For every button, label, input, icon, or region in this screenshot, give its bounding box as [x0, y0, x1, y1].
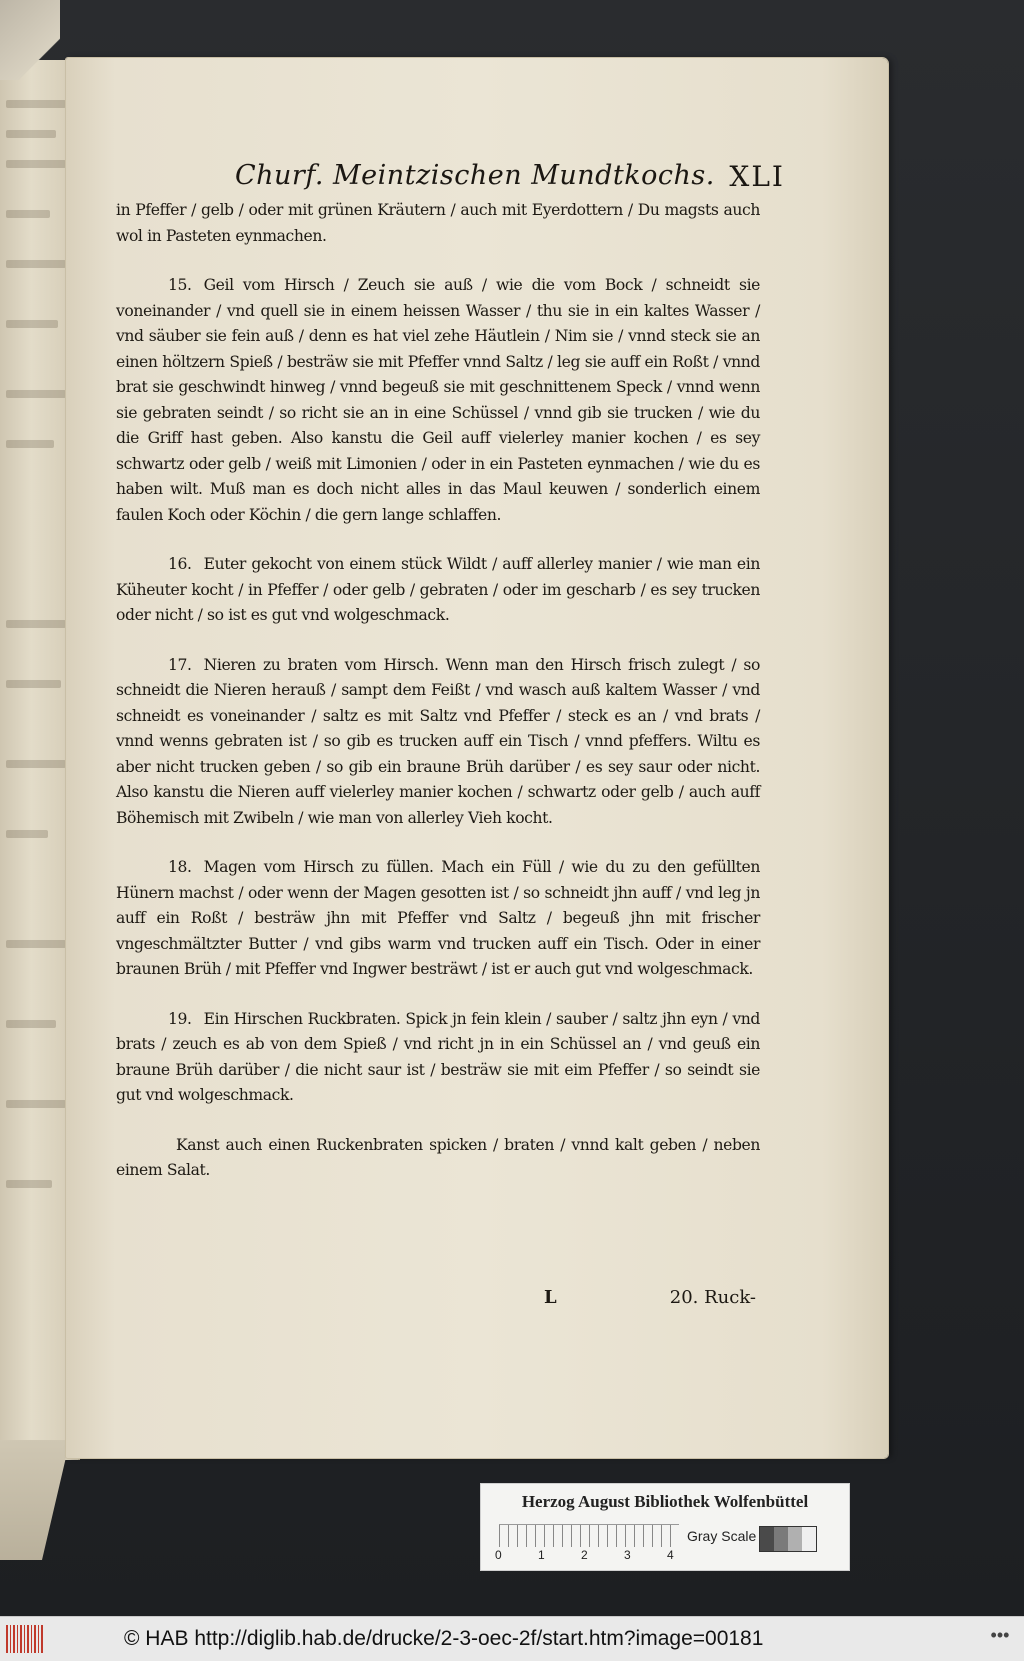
ruler-ticks [495, 1548, 695, 1564]
ruler-tick: 3 [624, 1548, 631, 1562]
ruler-tick: 2 [581, 1548, 588, 1562]
gray-scale-swatch [759, 1526, 817, 1552]
recipe-paragraph: 16. Euter gekocht von einem stück Wildt / auff allerley manier / wie man ein Küheuter kocht / in Pfeffer / oder gelb / gebraten / oder im gescharb / es sey trucken oder nicht / so ist es gut vnd wolgeschmack. [116, 552, 760, 629]
recipe-number: 16. [168, 555, 192, 573]
status-bar [0, 1616, 1024, 1661]
gray-scale-label: Gray Scale [687, 1528, 757, 1544]
running-head-title: Churf. Meintzischen Mundtkochs. [235, 160, 715, 191]
recipe-number: 18. [168, 858, 192, 876]
paragraph-continuation: in Pfeffer / gelb / oder mit grünen Kräutern / auch mit Eyerdottern / Du magsts auch wol in Pasteten eynmachen. [116, 201, 760, 245]
ruler-tick: 4 [667, 1548, 674, 1562]
recipe-number: 15. [168, 276, 192, 294]
ruler-tick: 1 [538, 1548, 545, 1562]
recipe-paragraph: 19. Ein Hirschen Ruckbraten. Spick jn fein klein / sauber / saltz jhn eyn / vnd brats / zeuch es ab von dem Spieß / vnd richt jn in ein Schüssel an / vnd geuß ein braune Brüh darüber / die nicht saur ist / besträw sie mit eim Pfeffer / so seindt sie gut vnd wolgeschmack. [116, 1007, 760, 1109]
recipe-paragraph: 18. Magen vom Hirsch zu füllen. Mach ein Füll / wie du zu den gefüllten Hünern machst / oder wenn der Magen gesotten ist / so schneidt jhn auff / vnd leg jn auff ein Roßt / besträw jhn mit Pfeffer vnd Saltz / begeuß jhn mit frischer vngeschmältzter Butter / vnd gibs warm vnd trucken auff ein Tisch. Oder in einer braunen Brüh / mit Pfeffer vnd Ingwer besträwt / ist er auch gut vnd wolgeschmack. [116, 855, 760, 983]
running-head [235, 160, 785, 198]
folio-number: XLI [729, 160, 785, 193]
signature-mark: L [544, 1287, 557, 1308]
ruler-tick: 0 [495, 1548, 502, 1562]
hab-logo-icon [6, 1625, 44, 1653]
recipe-number: 19. [168, 1009, 192, 1028]
scale-ruler [499, 1524, 679, 1547]
page-corner-curl [0, 0, 60, 80]
library-color-badge [480, 1483, 850, 1571]
closing-paragraph: Kanst auch einen Ruckenbraten spicken / braten / vnnd kalt geben / neben einem Salat. [116, 1135, 760, 1179]
recipe-number: 17. [168, 655, 192, 674]
body-text [116, 198, 760, 1184]
recipe-paragraph: 17. Nieren zu braten vom Hirsch. Wenn man den Hirsch frisch zulegt / so schneidt die Nieren herauß / sampt dem Feißt / vnd wasch auß kaltem Wasser / vnd schneidt es voneinander / saltz es mit Saltz vnd Pfeffer / steck es an / vnd brats / vnnd wenns gebraten ist / so gib es trucken auff ein Tisch / vnnd pfeffers. Wiltu es aber nicht trucken geben / so gib ein braune Brüh darüber / es sey saur oder nicht. Also kanstu die Nieren auff vielerley manier kochen / schwartz oder gelb / auch auff Böhemisch mit Zwibeln / wie man von allerley Vieh kocht. [116, 653, 760, 832]
catchword: 20. Ruck- [669, 1287, 756, 1308]
page-footer [116, 1287, 760, 1317]
library-name: Herzog August Bibliothek Wolfenbüttel [521, 1492, 809, 1511]
copyright-link[interactable]: © HAB http://diglib.hab.de/drucke/2-3-oec-2f/start.htm?image=00181 [124, 1627, 764, 1650]
more-options-icon[interactable]: ••• [990, 1625, 1010, 1645]
recipe-paragraph: 15. Geil vom Hirsch / Zeuch sie auß / wie die vom Bock / schneidt sie voneinander / vnd quell sie in einem heissen Wasser / thu sie in ein kaltes Wasser / vnd säuber sie fein auß / denn es hat viel zehe Häutlein / Nim sie / vnnd steck sie an einen höltzern Spieß / besträw sie mit Pfeffer vnnd Saltz / leg sie auff ein Roßt / vnnd brat sie geschwindt hinweg / vnnd begeuß sie mit geschnittenem Speck / vnnd wenn sie gebraten seindt / so richt sie an in eine Schüssel / vnnd gib sie trucken / wie du die Griff hast geben. Also kanstu die Geil auff vielerley manier kochen / es sey schwartz oder gelb / weiß mit Limonien / oder in ein Pasteten eynmachen / wie du es haben wilt. Muß man es doch nicht alles in das Maul keuwen / sonderlich einem faulen Koch oder Köchin / die gern lange schlaffen. [116, 273, 760, 528]
